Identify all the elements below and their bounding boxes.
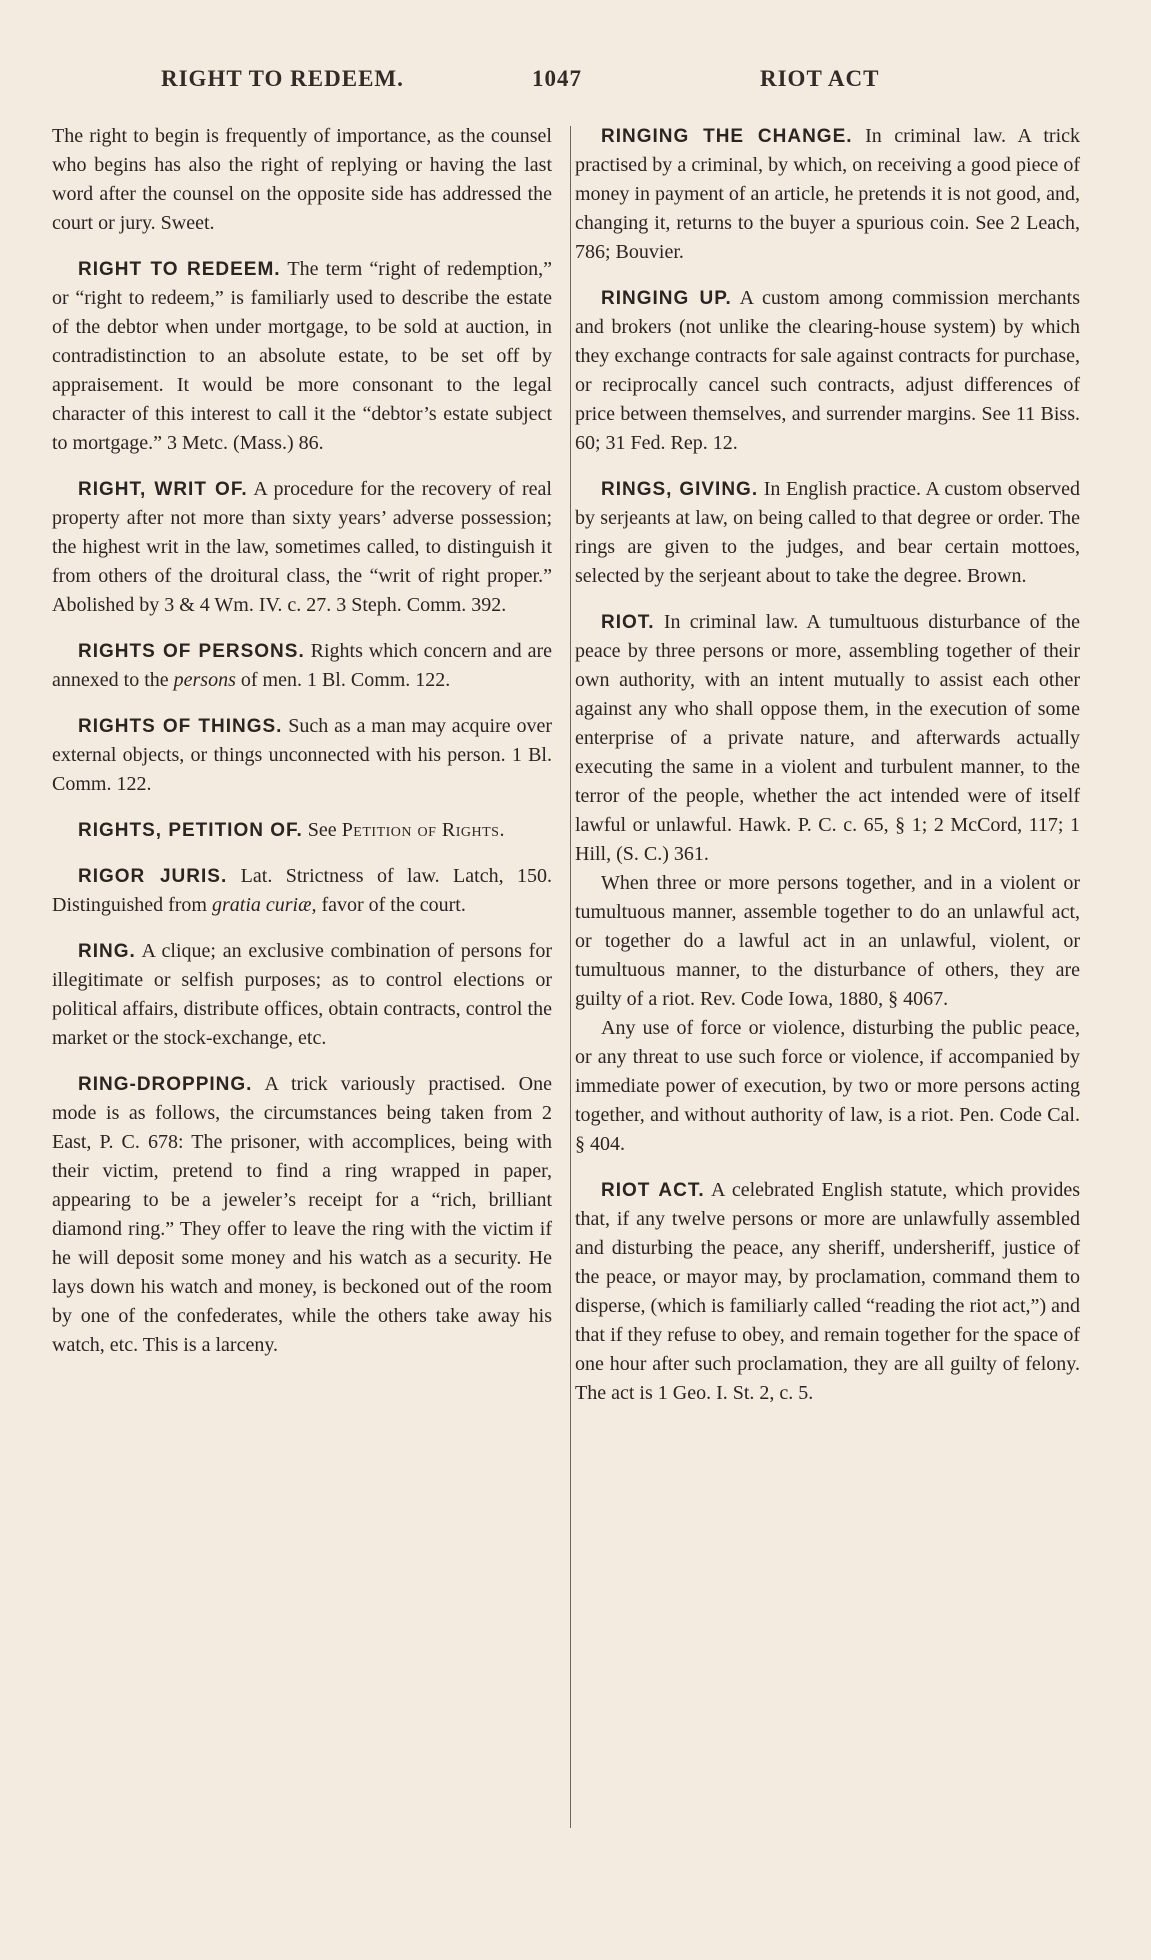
riot-paragraph-2: When three or more persons together, and in a violent or tumultuous manner, assemble together to do an unlawful act, or together do a lawful act in an unlawful, violent, or tumultuous manner, to the disturbance of others, they are guilty of a riot. Rev. Code Iowa, 1880, § 4067. [575,872,1080,1010]
entry-text: A celebrated English statute, which provides that, if any twelve persons or more are unlawfully assembled and disturbing the peace, any sheriff, undersheriff, justice of the peace, or mayor may, by proclamation, command them to disperse, (which is familiarly called “reading the riot act,”) and that if they refuse to obey, and remain together for the space of one hour after such proclamation, they are all guilty of felony. The act is 1 Geo. I. St. 2, c. 5. [575,1179,1080,1404]
entry-text: A custom among commission merchants and brokers (not unlike the clearing-house system) by which they exchange contracts for sale against contracts for purchase, or reciprocally cancel such contracts, adjust differences of price between themselves, and surrender margins. See 11 Biss. 60; 31 Fed. Rep. 12. [575,287,1080,454]
entry-ring-dropping [52,1070,552,1360]
entry-text: The right to begin is frequently of importance, as the counsel who begins has also the right of replying or having the last word after the counsel on the opposite side has addressed the court or jury. Sweet. [52,125,552,234]
entry-term: RIGOR JURIS. [78,866,228,887]
entry-ringing-up [575,284,1080,458]
entry-rings-giving [575,475,1080,591]
entry-term: RIOT. [601,612,655,633]
entry-ring [52,937,552,1053]
entry-term: RIGHTS, PETITION OF. [78,820,303,841]
entry-rigor-juris [52,862,552,920]
running-head-right: RIOT ACT [760,66,880,91]
entry-italic: persons [173,669,236,691]
entry-term: RIGHTS OF PERSONS. [78,641,305,662]
entry-text: Such as a man may acquire over external objects, or things unconnected with his person. 1 Bl. Comm. 122. [52,715,553,795]
entry-rights-of-persons [52,637,552,695]
entry-term: RIGHT TO REDEEM. [78,259,281,280]
cross-reference: Petition of Rights. [341,819,505,841]
entry-rights-petition-of [52,816,552,845]
page-number: 1047 [532,66,582,91]
entry-text: Lat. Strictness of law. Latch, 150. Distinguished from [52,865,552,916]
entry-text-tail: favor of the court. [321,894,466,916]
entry-text: A procedure for the recovery of real property after not more than sixty years’ adverse possession; the highest writ in the law, sometimes called, to distinguish it from others of the droitural class, the “writ of right proper.” Abolished by 3 & 4 Wm. IV. c. 27. 3 Steph. Comm. 392. [52,478,552,616]
right-column [575,122,1080,1425]
entry-term: RINGING UP. [601,288,732,309]
column-divider [570,126,571,1828]
entry-text: The term “right of redemption,” or “right to redeem,” is familiarly used to describe the estate of the debtor when under mortgage, to be sold at auction, in contradistinction to an absolute estate, to be set off by appraisement. It would be more consonant to the legal character of this interest to call it the “debtor’s estate subject to mortgage.” 3 Metc. (Mass.) 86. [52,258,552,454]
entry-text: In criminal law. A trick practised by a criminal, by which, on receiving a good piece of money in payment of an article, he pretends it is not good, and, changing it, returns to the buyer a spurious coin. See 2 Leach, 786; Bouvier. [575,125,1081,263]
entry-right-to-redeem [52,255,552,458]
entry-term: RIOT ACT. [601,1180,705,1201]
left-column [52,122,552,1377]
entry-term: RING. [78,941,136,962]
entry-riot-act [575,1176,1080,1408]
entry-italic: gratia curiæ, [212,894,317,916]
entry-term: RINGING THE CHANGE. [601,126,853,147]
entry-ringing-the-change [575,122,1080,267]
entry-text: A trick variously practised. One mode is as follows, the circumstances being taken from 2 East, P. C. 678: The prisoner, with accomplices, being with their victim, pretend to find a ring wrapped in paper, appearing to be a jeweler’s receipt for a “rich, brilliant diamond ring.” They offer to leave the ring with the victim if he will deposit some money and his watch as a security. He lays down his watch and money, is beckoned out of the room by one of the confederates, while the others take away his watch, etc. This is a larceny. [52,1073,552,1356]
entry-term: RIGHT, WRIT OF. [78,479,248,500]
entry-text: In criminal law. A tumultuous disturbance of the peace by three persons or more, assembling together of their own authority, with an intent mutually to assist each other against any who shall oppose them, in the execution of some enterprise of a private nature, and afterwards actually executing the same in a violent and turbulent manner, to the terror of the people, whether the act intended were of itself lawful or unlawful. Hawk. P. C. c. 65, § 1; 2 McCord, 117; 1 Hill, (S. C.) 361. [575,611,1081,865]
running-head-left: RIGHT TO REDEEM. [161,66,404,91]
entry-term: RING-DROPPING. [78,1074,253,1095]
entry-rights-of-things [52,712,552,799]
entry-text-tail: of men. 1 Bl. Comm. 122. [240,669,451,691]
entry-term: RINGS, GIVING. [601,479,759,500]
entry-text: Rights which concern and are annexed to the [52,640,552,691]
entry-text: A clique; an exclusive combination of persons for illegitimate or selfish purposes; as to control elections or political affairs, distribute offices, obtain contracts, control the market or the stock-exchange, etc. [52,940,552,1049]
entry-continuation [52,122,552,238]
entry-text: In English practice. A custom observed by serjeants at law, on being called to that degree or order. The rings are given to the judges, and bear certain mottoes, selected by the serjeant about to take the degree. Brown. [575,478,1080,587]
entry-right-writ-of [52,475,552,620]
entry-riot [575,608,1080,869]
riot-paragraph-3: Any use of force or violence, disturbing the public peace, or any threat to use such force or violence, if accompanied by immediate power of execution, by two or more persons acting together, and without authority of law, is a riot. Pen. Code Cal. § 404. [575,1017,1080,1155]
entry-text: See [307,819,337,841]
entry-term: RIGHTS OF THINGS. [78,716,283,737]
